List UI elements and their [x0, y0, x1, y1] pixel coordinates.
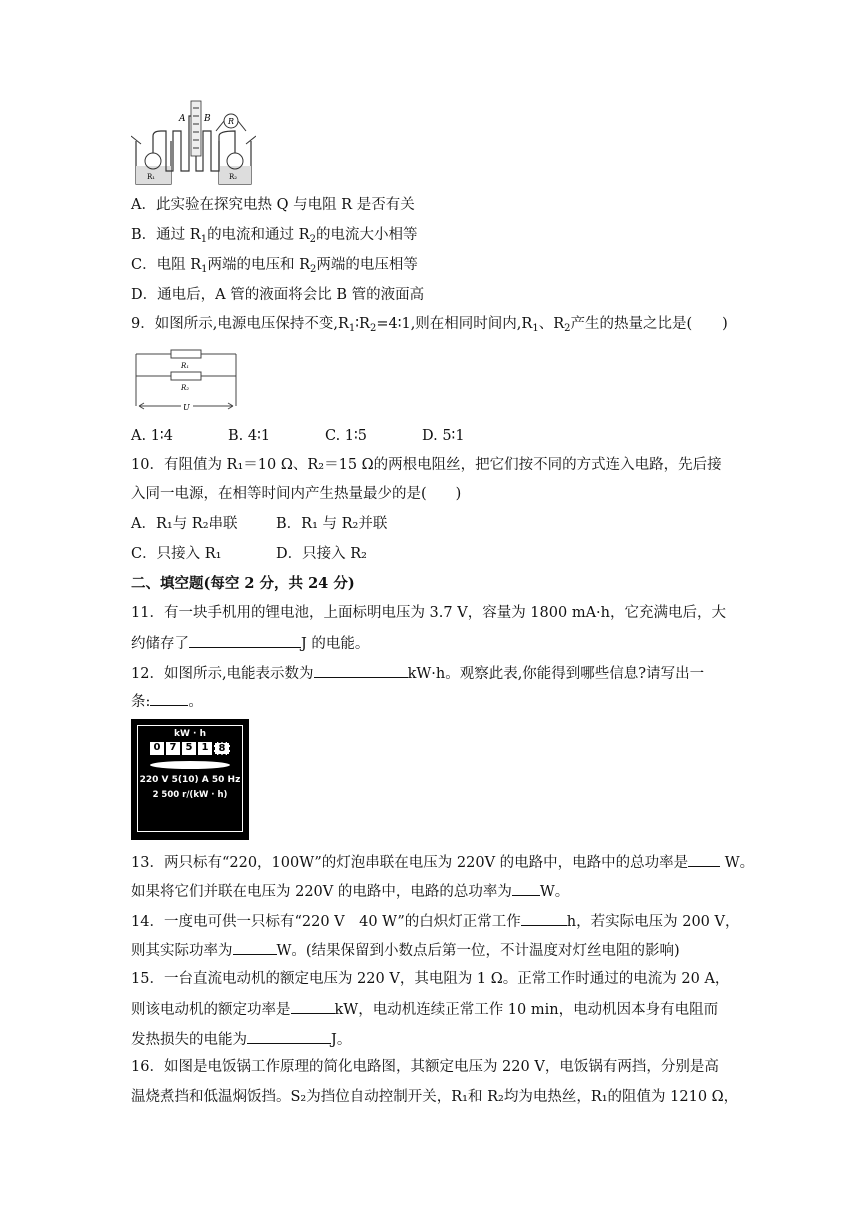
q8-b-part3: 的电流大小相等: [315, 227, 418, 243]
q10-option-c: C．只接入 R₁: [131, 546, 222, 562]
q10-option-d: D．只接入 R₂: [276, 546, 367, 562]
meter-unit: kW · h: [173, 729, 206, 739]
label-r1: R₁: [147, 173, 156, 181]
q12-blank-2[interactable]: [150, 690, 188, 706]
q10-option-a: A．R₁与 R₂串联: [131, 516, 238, 532]
q9-sub-3: 1: [532, 323, 539, 334]
meter-disc-icon: [150, 761, 230, 769]
q15-line1: 15．一台直流电动机的额定电压为 220 V，其电阻为 1 Ω。正常工作时通过的电流为 20 A，: [131, 971, 730, 987]
meter-digit-3: 5: [182, 742, 196, 755]
label-r2-circuit: R₂: [181, 384, 190, 392]
q15-text-a: 则该电动机的额定功率是: [131, 1002, 291, 1018]
q14-text-c: 则其实际功率为: [131, 943, 233, 959]
meter-digit-5: 8: [214, 742, 230, 755]
q8-b-part2: 的电流和通过 R: [207, 227, 310, 243]
q14-text-b: h，若实际电压为 200 V，: [566, 914, 740, 930]
label-b: B: [204, 114, 211, 124]
q9-options: [131, 426, 465, 446]
experiment-figure: [131, 96, 256, 186]
meter-rev: 2 500 r/(kW · h): [152, 790, 228, 800]
q9-option-a: A. 1∶4: [131, 428, 173, 444]
q9-sub-4: 2: [564, 323, 571, 334]
q13-text-b: W。: [720, 855, 755, 871]
q10-options-cd: [131, 544, 367, 564]
q12-line2: [131, 690, 203, 712]
q8-option-b: B．通过 $R_1$的电流和通过 $R_2$的电流大小相等: [131, 227, 418, 245]
label-u: U: [183, 403, 190, 412]
q16-line2: 温烧煮挡和低温焖饭挡。S₂为挡位自动控制开关，R₁和 R₂均为电热丝，R₁的阻值为 1210 Ω，: [131, 1089, 739, 1105]
q9-stem-5: 产生的热量之比是(: [570, 316, 693, 332]
meter-digit-2: 7: [166, 742, 180, 755]
meter-spec: 220 V 5(10) A 50 Hz: [139, 775, 241, 785]
q13-blank-2[interactable]: [512, 880, 540, 896]
q11-text-b: J 的电能。: [301, 636, 370, 652]
q8-c-part1: C．电阻 R: [131, 257, 202, 273]
label-a: A: [179, 114, 186, 124]
q15-line3: [131, 1028, 351, 1050]
parallel-circuit-figure: [131, 348, 241, 414]
q16-line1: 16．如图是电饭锅工作原理的简化电路图，其额定电压为 220 V，电饭锅有两挡，分别是高: [131, 1059, 719, 1075]
q11-text-a: 约储存了: [131, 636, 189, 652]
q12-text-c: 条:: [131, 694, 151, 710]
q10-options-ab: [131, 514, 387, 534]
q11-line2: [131, 632, 369, 654]
q10-line1: 10．有阻值为 R₁＝10 Ω、R₂＝15 Ω的两根电阻丝，把它们按不同的方式连入电路，先后接: [131, 457, 722, 473]
q15-text-d: J。: [331, 1032, 352, 1048]
q13-line2: [131, 880, 569, 902]
q13-text-c: 如果将它们并联在电压为 220V 的电路中，电路的总功率为: [131, 884, 512, 900]
q9-stem-6: ): [722, 316, 728, 332]
q15-blank-1[interactable]: [291, 998, 335, 1014]
q14-blank-1[interactable]: [521, 910, 567, 926]
q9-option-b: B. 4∶1: [228, 428, 271, 444]
q12-text-a: 12．如图所示,电能表示数为: [131, 666, 314, 682]
q10-line2: 入同一电源，在相等时间内产生热量最少的是( ): [131, 486, 462, 502]
q12-text-b: kW·h。观察此表,你能得到哪些信息?请写出一: [407, 666, 705, 682]
q9-stem-2: ∶R: [355, 316, 370, 332]
q15-text-b: kW，电动机连续正常工作 10 min，电动机因本身有电阻而: [334, 1002, 719, 1018]
q11-blank[interactable]: [189, 632, 301, 648]
q8-b-part1: B．通过 R: [131, 227, 201, 243]
electric-meter-figure: [131, 719, 249, 840]
q10-option-b: B．R₁ 与 R₂并联: [276, 516, 388, 532]
q11-line1: 11．有一块手机用的锂电池，上面标明电压为 3.7 V，容量为 1800 mA·h，它充满电后，大: [131, 605, 726, 621]
q13-blank-1[interactable]: [688, 851, 720, 867]
q9-sub-2: 2: [369, 323, 377, 334]
meter-digit-4: 1: [198, 742, 212, 755]
q14-text-a: 14．一度电可供一只标有“220 V 40 W”的白炽灯正常工作: [131, 914, 521, 930]
q8-c-part3: 两端的电压相等: [316, 257, 418, 273]
q9-stem-1: 9．如图所示,电源电压保持不变,R: [131, 316, 349, 332]
q9-option-d: D. 5∶1: [422, 428, 465, 444]
meter-digit-1: 0: [150, 742, 164, 755]
q9-stem: [131, 314, 728, 339]
q8-option-c: C．电阻 $R_1$两端的电压和 $R_2$两端的电压相等: [131, 257, 418, 275]
q12-text-d: 。: [188, 694, 203, 710]
q15-line2: [131, 998, 718, 1020]
q9-stem-3: =4∶1,则在相同时间内,R: [376, 316, 533, 332]
q14-blank-2[interactable]: [233, 939, 277, 955]
q13-text-a: 13．两只标有“220，100W”的灯泡串联在电压为 220V 的电路中，电路中的总功率是: [131, 855, 689, 871]
q15-text-c: 发热损失的电能为: [131, 1032, 247, 1048]
q13-line1: [131, 851, 754, 873]
q14-line2: [131, 939, 680, 961]
q8-c-part2: 两端的电压和 R: [207, 257, 311, 273]
label-r1-circuit: R₁: [181, 362, 190, 370]
q14-text-d: W。(结果保留到小数点后第一位，不计温度对灯丝电阻的影响): [276, 943, 680, 959]
q14-line1: [131, 910, 739, 932]
q15-blank-2[interactable]: [247, 1028, 331, 1044]
q12-line1: [131, 662, 704, 684]
q9-stem-4: 、R: [538, 316, 565, 332]
q8-option-a: A．此实验在探究电热 Q 与电阻 R 是否有关: [131, 197, 415, 213]
q13-text-d: W。: [539, 884, 570, 900]
label-r2: R₂: [229, 173, 238, 181]
q9-sub-1: 1: [348, 323, 356, 334]
section-heading: 二、填空题(每空 2 分，共 24 分): [131, 575, 355, 592]
q8-option-d: D．通电后，A 管的液面将会比 B 管的液面高: [131, 287, 425, 303]
label-r: R: [228, 117, 235, 126]
q12-blank-1[interactable]: [314, 662, 408, 678]
q9-option-c: C. 1∶5: [325, 428, 368, 444]
